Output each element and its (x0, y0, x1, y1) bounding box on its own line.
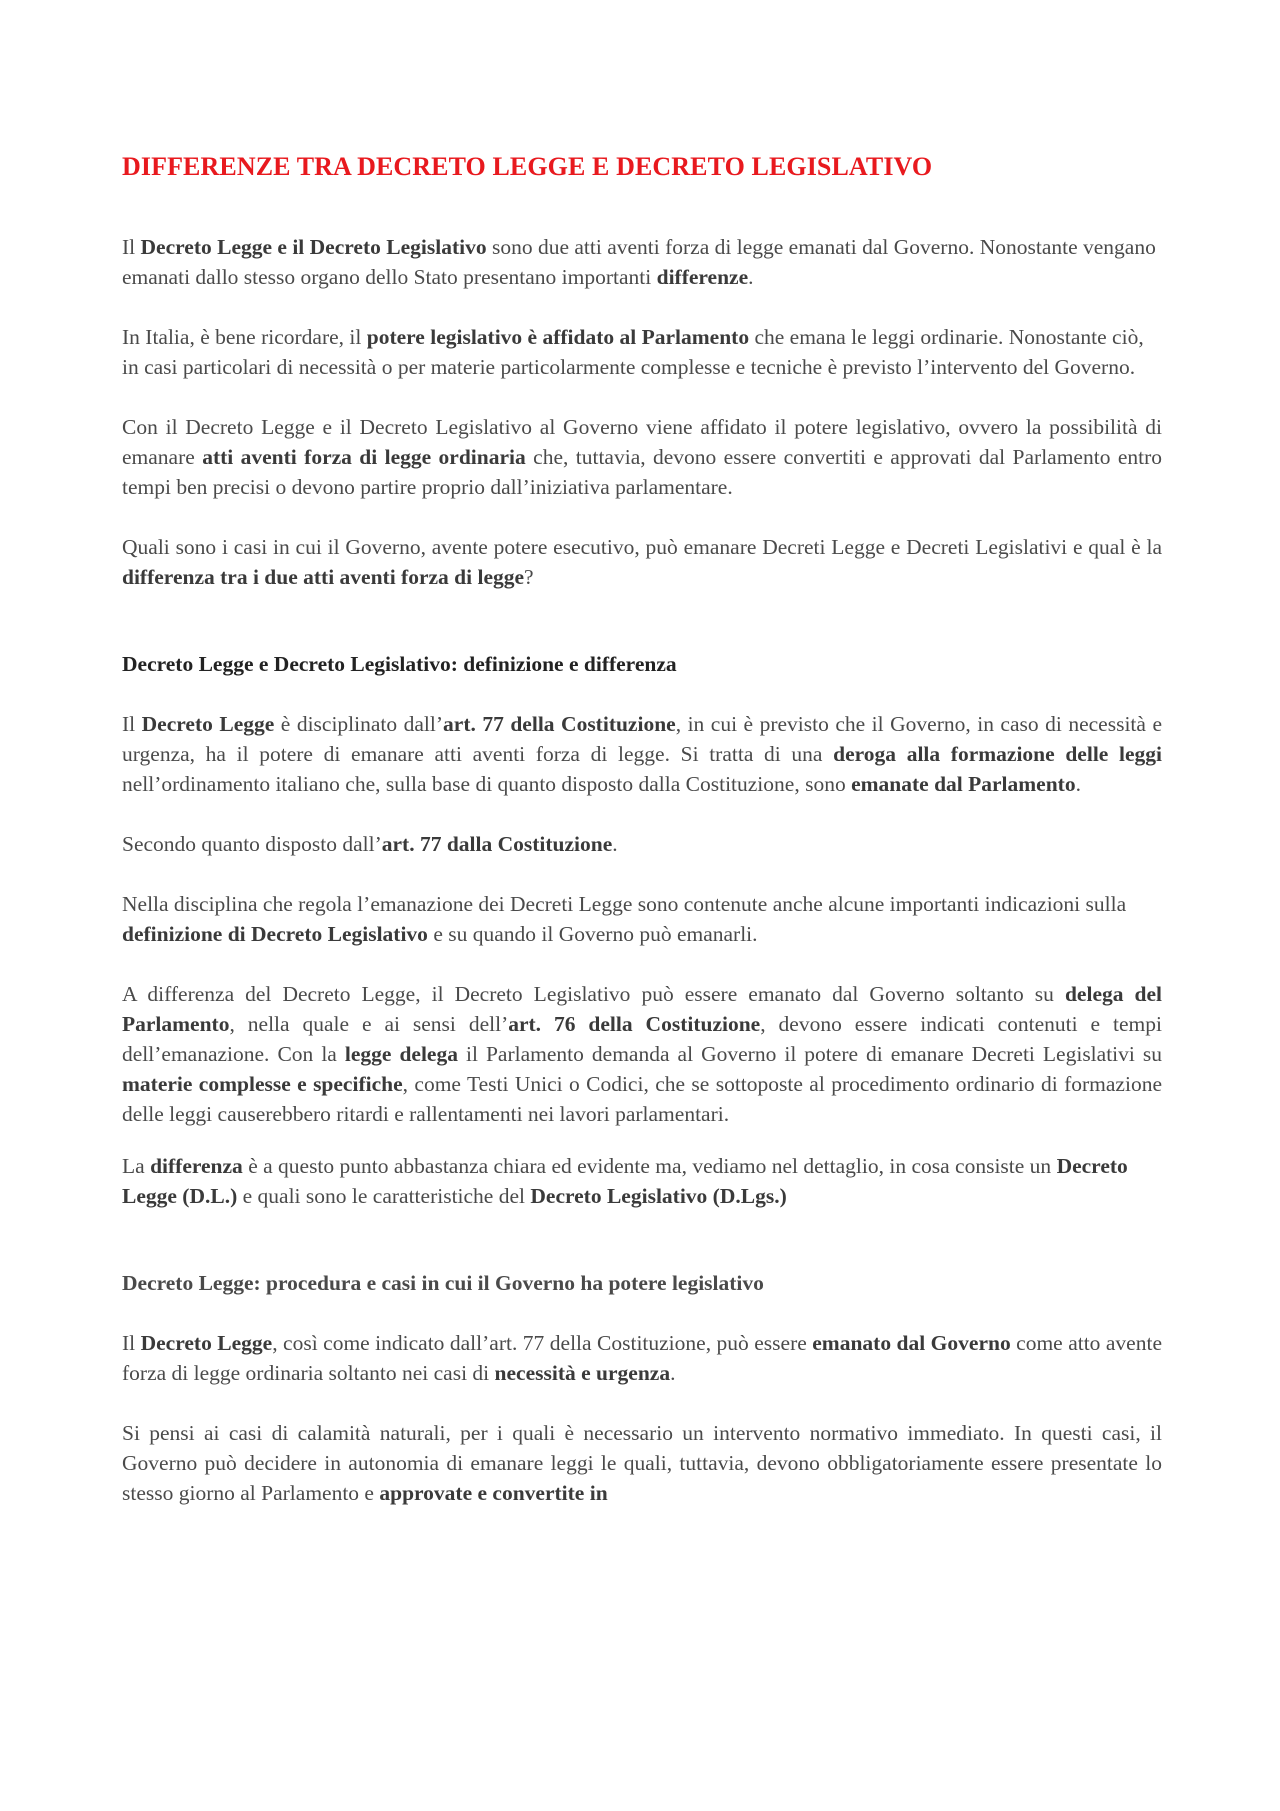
paragraph-decreto-legislativo: A differenza del Decreto Legge, il Decreto Legislativo può essere emanato dal Governo soltanto su delega del Parlamento, nella quale e ai sensi dell’art. 76 della Costituzione, devono essere indicati contenuti e tempi dell’emanazione. Con la legge delega il Parlamento demanda al Governo il potere di emanare Decreti Legislativi su materie complesse e specifiche, come Testi Unici o Codici, che se sottoposte al procedimento ordinario di formazione delle leggi causerebbero ritardi e rallentamenti nei lavori parlamentari. (122, 982, 1163, 1126)
document-title: DIFFERENZE TRA DECRETO LEGGE E DECRETO LEGISLATIVO (122, 152, 933, 181)
paragraph-decreto-legge-definition: Il Decreto Legge è disciplinato dall’art. 77 della Costituzione, in cui è previsto che il Governo, in caso di necessità e urgenza, ha il potere di emanare atti aventi forza di legge. Si tratta di una deroga alla formazione delle leggi nell’ordinamento italiano che, sulla base di quanto disposto dalla Costituzione, sono emanate dal Parlamento. (122, 712, 1162, 796)
paragraph-government-power: Con il Decreto Legge e il Decreto Legislativo al Governo viene affidato il potere legislativo, ovvero la possibilità di emanare atti aventi forza di legge ordinaria che, tuttavia, devono essere convertiti e approvati dal Parlamento entro tempi ben precisi o devono partire proprio dall’iniziativa parlamentare. (122, 415, 1163, 499)
section-heading-procedure: Decreto Legge: procedura e casi in cui il Governo ha potere legislativo (122, 1271, 764, 1295)
paragraph-calamities: Si pensi ai casi di calamità naturali, per i quali è necessario un intervento normativo immediato. In questi casi, il Governo può decidere in autonomia di emanare leggi le quali, tuttavia, devono obbligatoriamente essere presentate lo stesso giorno al Parlamento e approvate e convertite in (122, 1421, 1162, 1505)
paragraph-art77: Secondo quanto disposto dall’art. 77 dalla Costituzione. (122, 832, 618, 856)
paragraph-difference-summary: La differenza è a questo punto abbastanza chiara ed evidente ma, vediamo nel dettaglio, in cosa consiste un Decreto Legge (D.L.) e quali sono le caratteristiche del Decreto Legislativo (D.Lgs.) (122, 1154, 1128, 1208)
paragraph-discipline: Nella disciplina che regola l’emanazione dei Decreti Legge sono contenute anche alcune importanti indicazioni sulla definizione di Decreto Legislativo e su quando il Governo può emanarli. (122, 892, 1127, 946)
paragraph-procedure: Il Decreto Legge, così come indicato dall’art. 77 della Costituzione, può essere emanato dal Governo come atto avente forza di legge ordinaria soltanto nei casi di necessità e urgenza. (122, 1331, 1162, 1385)
paragraph-question: Quali sono i casi in cui il Governo, avente potere esecutivo, può emanare Decreti Legge e Decreti Legislativi e qual è la differenza tra i due atti aventi forza di legge? (122, 535, 1162, 589)
paragraph-legislative-power: In Italia, è bene ricordare, il potere legislativo è affidato al Parlamento che emana le leggi ordinarie. Nonostante ciò, in casi particolari di necessità o per materie particolarmente complesse e tecniche è previsto l’intervento del Governo. (122, 325, 1144, 379)
paragraph-intro: Il Decreto Legge e il Decreto Legislativo sono due atti aventi forza di legge emanati dal Governo. Nonostante vengano emanati dallo stesso organo dello Stato presentano importanti differenze. (122, 235, 1156, 289)
section-heading-definition: Decreto Legge e Decreto Legislativo: definizione e differenza (122, 652, 677, 676)
document-body (122, 150, 1162, 1538)
